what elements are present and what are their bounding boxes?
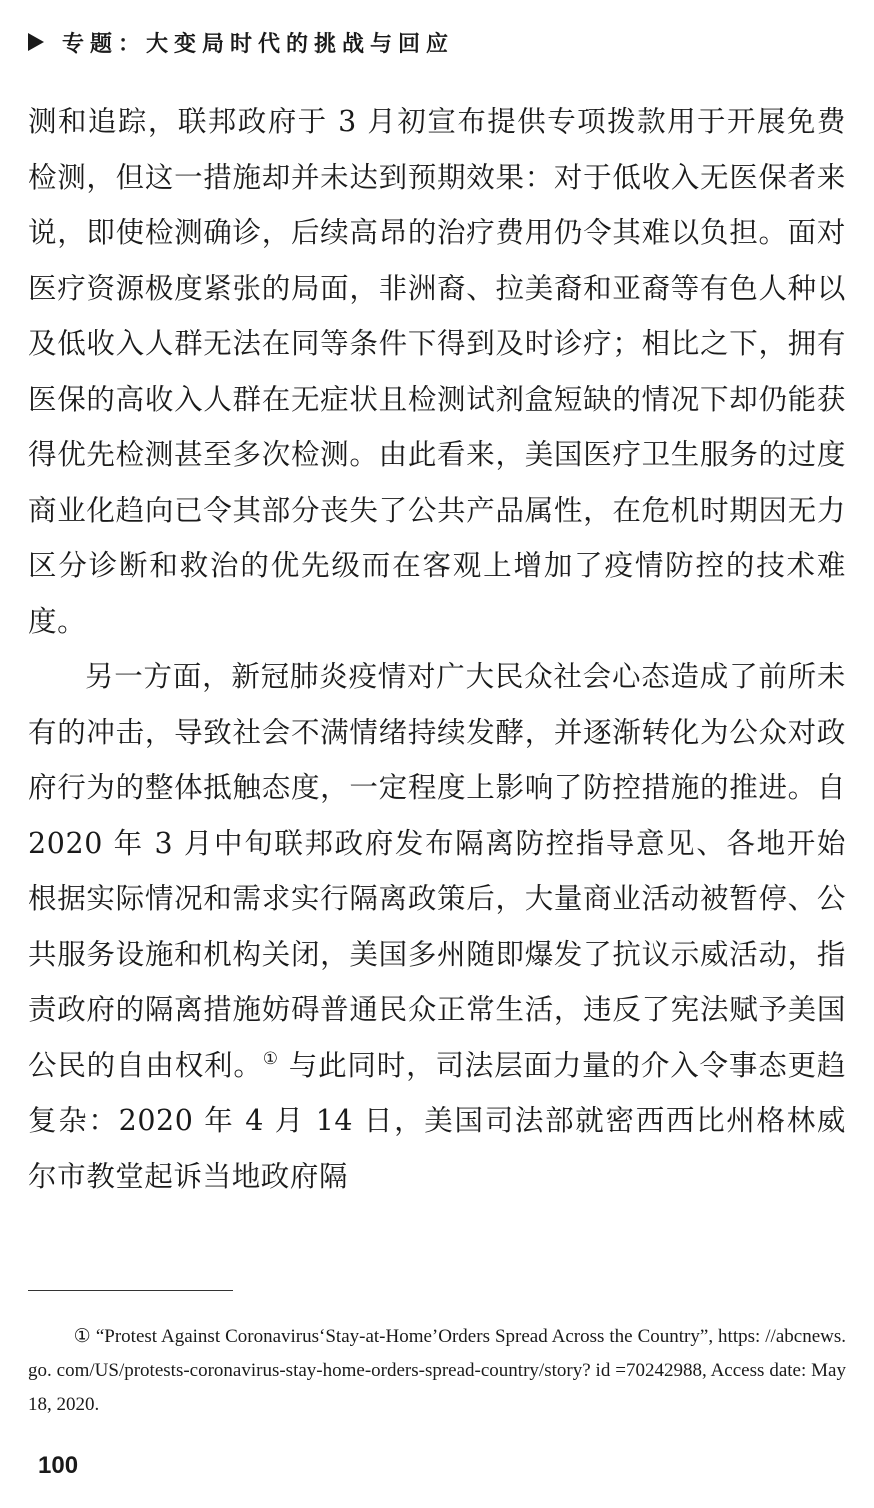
running-header (28, 26, 454, 58)
paragraph-second-text: 另一方面，新冠肺炎疫情对广大民众社会心态造成了前所未有的冲击，导致社会不满情绪持续发酵，并逐渐转化为公众对政府行为的整体抵触态度，一定程度上影响了防控措施的推进。自 2020 年 3 月中旬联邦政府发布隔离防控指导意见、各地开始根据实际情况和需求实行隔离政策后，大量商业活动被暂停、公共服务设施和机构关闭，美国多州随即爆发了抗议示威活动，指责政府的隔离措施妨碍普通民众正常生活，违反了宪法赋予美国公民的自由权利。 (28, 660, 846, 1082)
page-number: 100 (38, 1452, 79, 1479)
running-header-title: 专题：大变局时代的挑战与回应 (62, 31, 455, 57)
footnote-reference[interactable]: ① (262, 1048, 279, 1069)
body-text (28, 94, 846, 1204)
paragraph-continued: 测和追踪，联邦政府于 3 月初宣布提供专项拨款用于开展免费检测，但这一措施却并未达到预期效果：对于低收入无医保者来说，即使检测确诊，后续高昂的治疗费用仍令其难以负担。面对医疗资源极度紧张的局面，非洲裔、拉美裔和亚裔等有色人种以及低收入人群无法在同等条件下得到及时诊疗；相比之下，拥有医保的高收入人群在无症状且检测试剂盒短缺的情况下却仍能获得优先检测甚至多次检测。由此看来，美国医疗卫生服务的过度商业化趋向已令其部分丧失了公共产品属性，在危机时期因无力区分诊断和救治的优先级而在客观上增加了疫情防控的技术难度。 (28, 105, 846, 638)
footnote: ① “Protest Against Coronavirus‘Stay-at-Home’Orders Spread Across the Country”, https: //abcnews. go. com/US/protests-coronavirus-stay-home-orders-spread-country/story? id =70242988, Access date: May 18, 2020. (28, 1326, 846, 1415)
paragraph-second (28, 649, 846, 1204)
triangle-arrow-icon (28, 33, 44, 51)
footnote-divider (28, 1290, 233, 1291)
paragraph-second-continuation: 与此同时，司法层面力量的介入令事态更趋复杂：2020 年 4 月 14 日，美国司法部就密西西比州格林威尔市教堂起诉当地政府隔 (28, 1048, 847, 1193)
